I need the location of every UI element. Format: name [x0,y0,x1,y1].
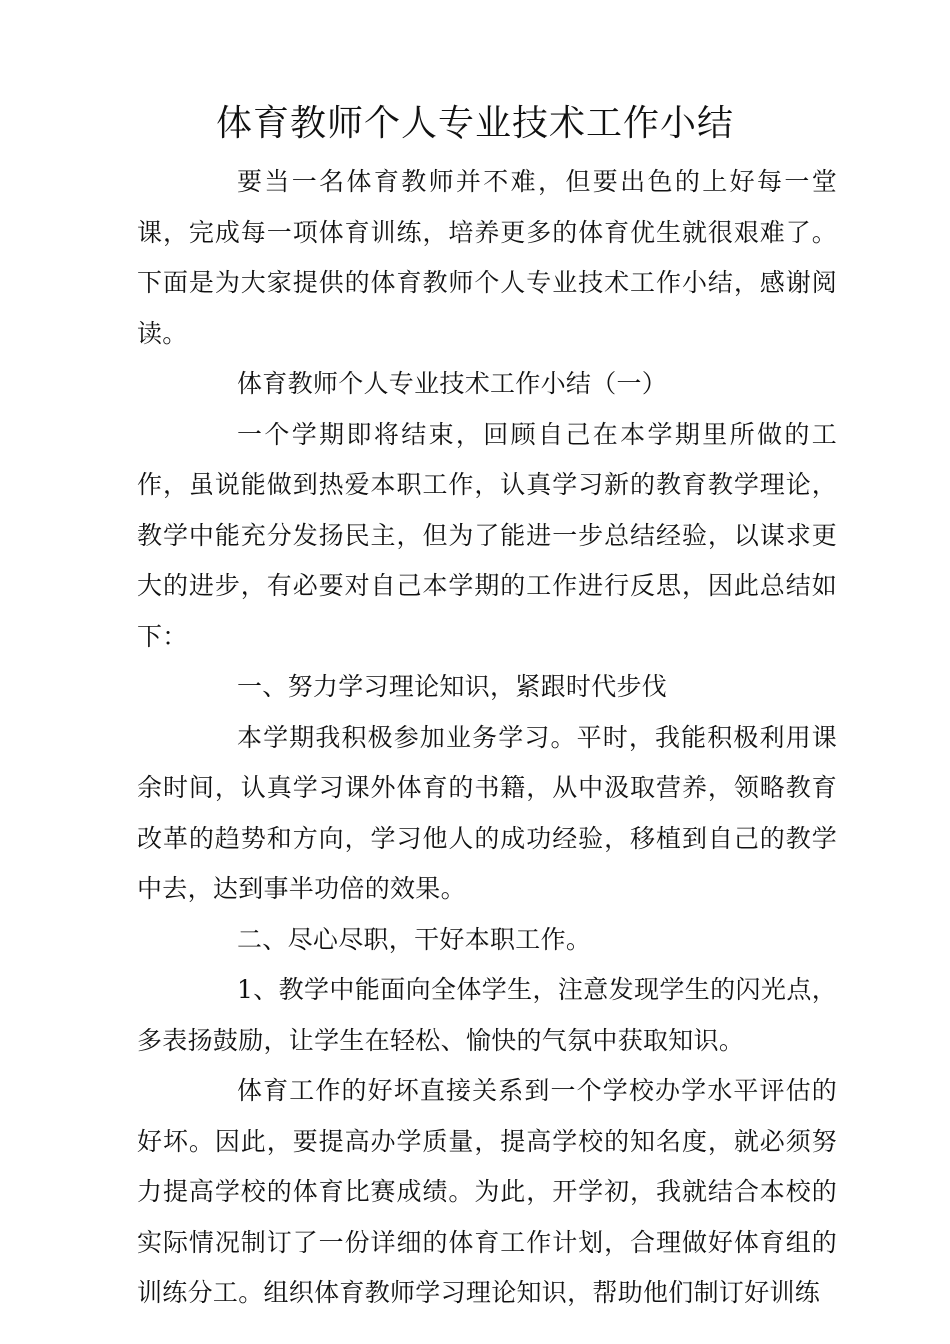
paragraph-sports-work: 体育工作的好坏直接关系到一个学校办学水平评估的好坏。因此，要提高办学质量，提高学校的知名度，就必须努力提高学校的体育比赛成绩。为此，开学初，我就结合本校的实际情况制订了一份详细的体育工作计划，合理做好体育组的训练分工。组织体育教师学习理论知识，帮助他们制订好训练 [137,1076,837,1307]
document-title: 体育教师个人专业技术工作小结 [215,103,734,144]
subheading-duty: 二、尽心尽职，干好本职工作。 [237,924,592,954]
document-body [137,157,837,1319]
paragraph-intro: 要当一名体育教师并不难，但要出色的上好每一堂课，完成每一项体育训练，培养更多的体育优生就很艰难了。下面是为大家提供的体育教师个人专业技术工作小结，感谢阅读。 [137,167,837,348]
paragraph-study: 本学期我积极参加业务学习。平时，我能积极利用课余时间，认真学习课外体育的书籍，从中汲取营养，领略教育改革的趋势和方向，学习他人的成功经验，移植到自己的教学中去，达到事半功倍的效果。 [137,722,837,903]
paragraph-teaching-point-1: 1、教学中能面向全体学生，注意发现学生的闪光点，多表扬鼓励，让学生在轻松、愉快的气氛中获取知识。 [137,975,837,1055]
paragraph-overview: 一个学期即将结束，回顾自己在本学期里所做的工作，虽说能做到热爱本职工作，认真学习新的教育教学理论，教学中能充分发扬民主，但为了能进一步总结经验，以谋求更大的进步，有必要对自己本学期的工作进行反思，因此总结如下： [137,419,837,651]
subheading-study-theory: 一、努力学习理论知识，紧跟时代步伐 [237,672,668,701]
section-heading-one: 体育教师个人专业技术工作小结（一） [237,369,668,398]
